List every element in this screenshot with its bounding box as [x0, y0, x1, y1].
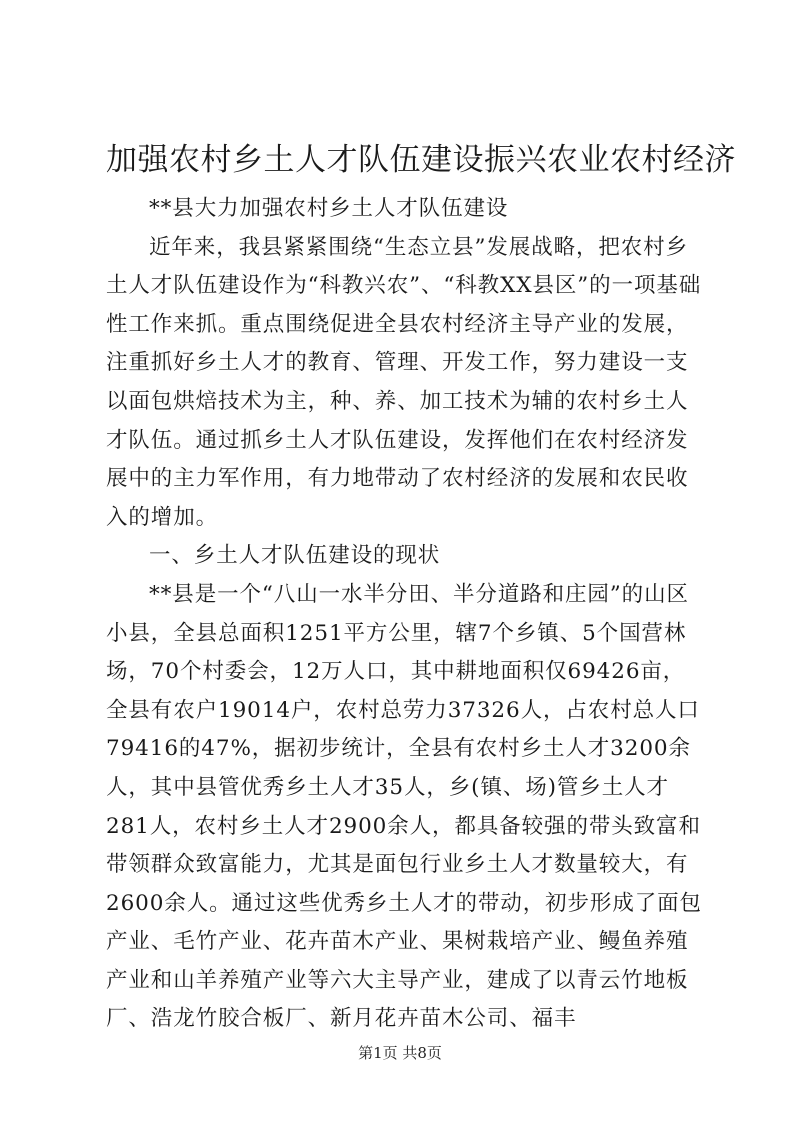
- document-title: 加强农村乡土人才队伍建设振兴农业农村经济: [106, 142, 736, 178]
- paragraph-status: **县是一个“八山一水半分田、半分道路和庄园”的山区小县，全县总面积1251平方公里，辖7个乡镇、5个国营林场，70个村委会，12万人口，其中耕地面积仅69426亩，全县有农户19014户，农村总劳力37326人，占农村总人口79416的47%，据初步统计，全县有农村乡土人才3200余人，其中县管优秀乡土人才35人，乡(镇、场)管乡土人才281人，农村乡土人才2900余人，都具备较强的带头致富和带领群众致富能力，尤其是面包行业乡土人才数量较大，有2600余人。通过这些优秀乡土人才的带动，初步形成了面包产业、毛竹产业、花卉苗木产业、果树栽培产业、鳗鱼养殖产业和山羊养殖产业等六大主导产业，建成了以青云竹地板厂、浩龙竹胶合板厂、新月花卉苗木公司、福丰: [106, 581, 702, 1032]
- section-heading: 一、乡土人才队伍建设的现状: [149, 543, 441, 569]
- paragraph-subtitle: **县大力加强农村乡土人才队伍建设: [149, 196, 509, 221]
- paragraph-intro: 近年来，我县紧紧围绕“生态立县”发展战略，把农村乡土人才队伍建设作为“科教兴农”、“科教XX县区”的一项基础性工作来抓。重点围绕促进全县农村经济主导产业的发展，注重抓好乡土人才的教育、管理、开发工作，努力建设一支以面包烘焙技术为主，种、养、加工技术为辅的农村乡土人才队伍。通过抓乡土人才队伍建设，发挥他们在农村经济发展中的主力军作用，有力地带动了农村经济的发展和农民收入的增加。: [106, 234, 702, 530]
- document-body: [106, 190, 706, 1039]
- page-footer: 第1页 共8页: [358, 1044, 442, 1062]
